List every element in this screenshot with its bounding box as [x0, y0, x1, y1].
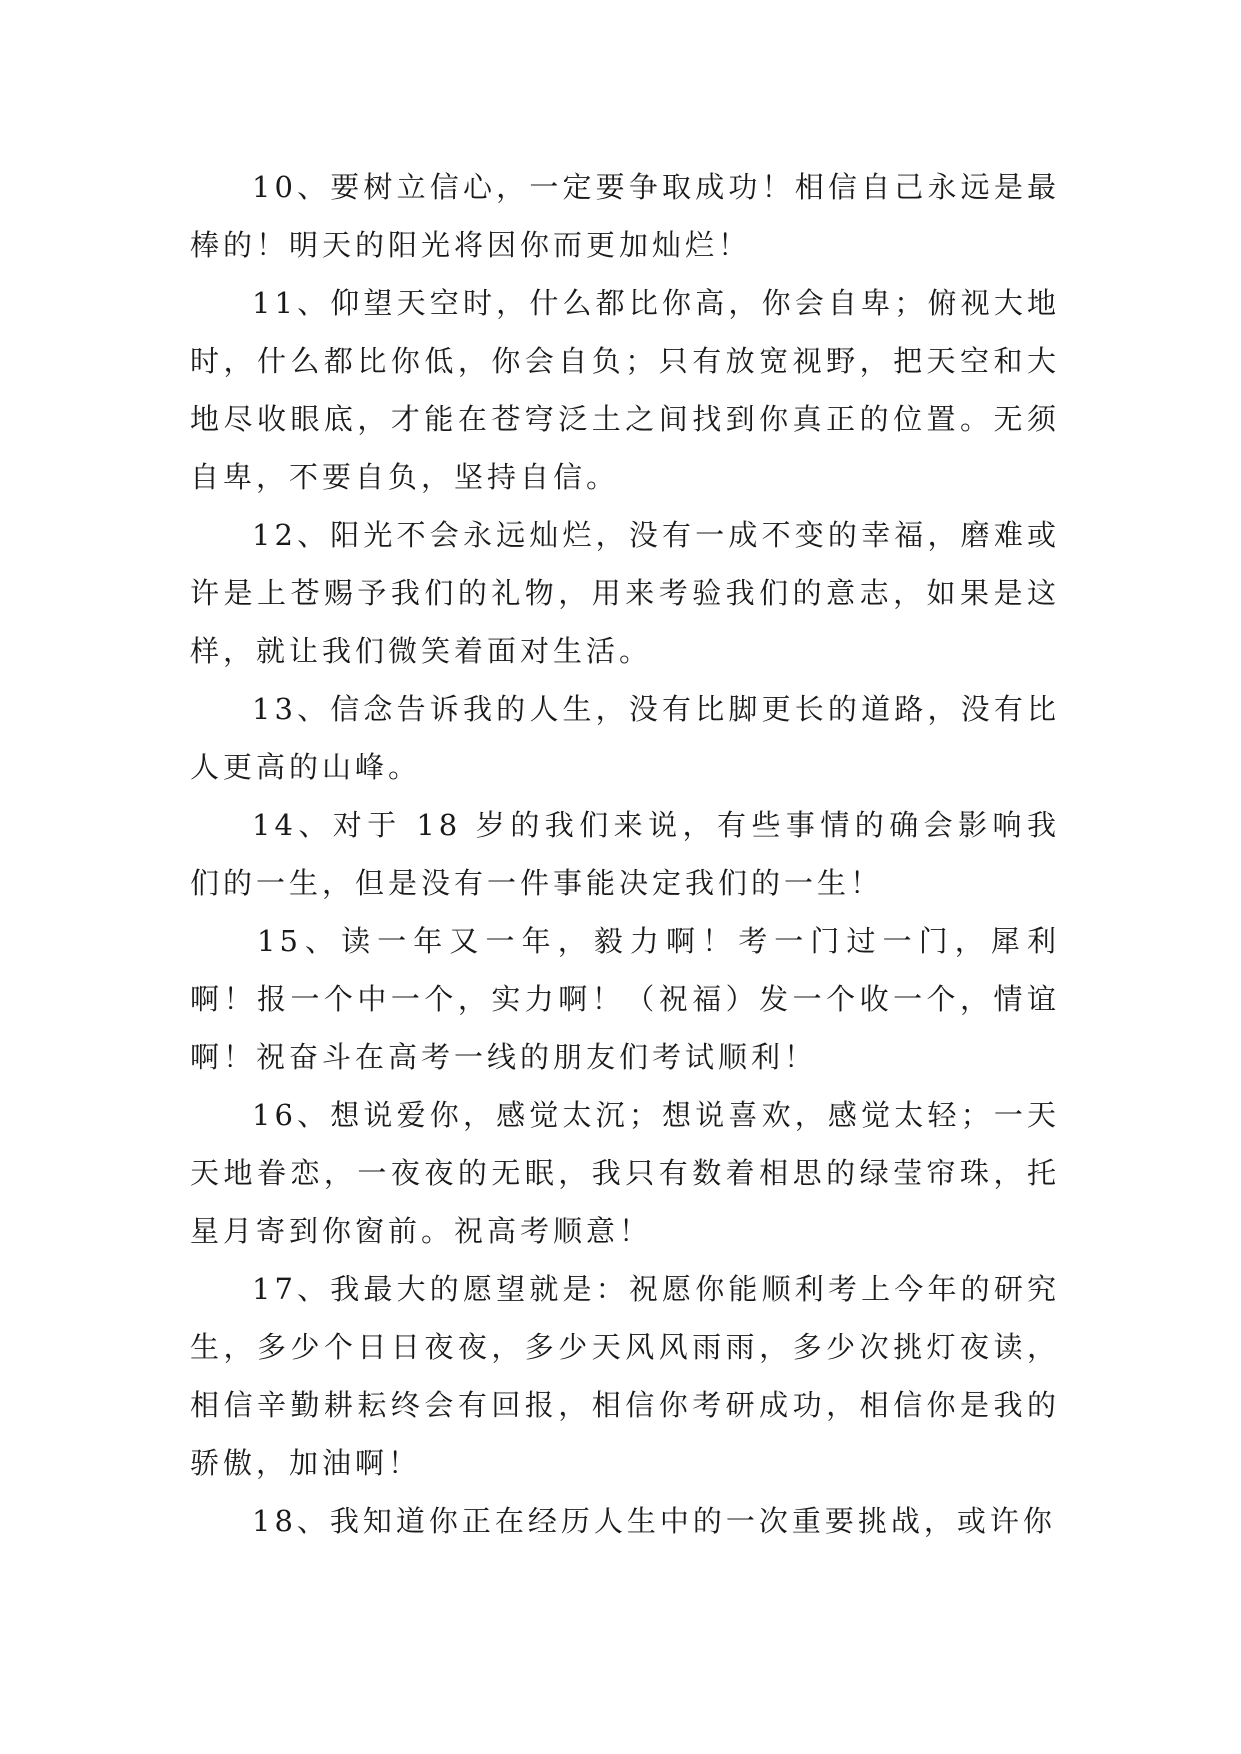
paragraph-16: 16、想说爱你，感觉太沉；想说喜欢，感觉太轻；一天天地眷恋，一夜夜的无眠，我只有数着相思的绿莹帘珠，托星月寄到你窗前。祝高考顺意！	[190, 1098, 1060, 1248]
paragraph-13: 13、信念告诉我的人生，没有比脚更长的道路，没有比人更高的山峰。	[190, 692, 1060, 784]
paragraph-17: 17、我最大的愿望就是：祝愿你能顺利考上今年的研究生，多少个日日夜夜，多少天风风雨雨，多少次挑灯夜读，相信辛勤耕耘终会有回报，相信你考研成功，相信你是我的骄傲，加油啊！	[190, 1272, 1060, 1480]
paragraph-14: 14、对于 18 岁的我们来说，有些事情的确会影响我们的一生，但是没有一件事能决定我们的一生！	[190, 808, 1060, 900]
paragraph-12: 12、阳光不会永远灿烂，没有一成不变的幸福，磨难或许是上苍赐予我们的礼物，用来考验我们的意志，如果是这样，就让我们微笑着面对生活。	[190, 518, 1060, 668]
paragraph-11: 11、仰望天空时，什么都比你高，你会自卑；俯视大地时，什么都比你低，你会自负；只有放宽视野，把天空和大地尽收眼底，才能在苍穹泛土之间找到你真正的位置。无须自卑，不要自负，坚持自信。	[190, 286, 1060, 494]
document-body	[190, 158, 1060, 1550]
paragraph-18: 18、我知道你正在经历人生中的一次重要挑战，或许你	[252, 1504, 1056, 1538]
paragraph-10: 10、要树立信心，一定要争取成功！相信自己永远是最棒的！明天的阳光将因你而更加灿烂！	[190, 170, 1060, 262]
paragraph-15: 15、读一年又一年，毅力啊！考一门过一门，犀利啊！报一个中一个，实力啊！（祝福）发一个收一个，情谊啊！祝奋斗在高考一线的朋友们考试顺利！	[190, 924, 1060, 1074]
